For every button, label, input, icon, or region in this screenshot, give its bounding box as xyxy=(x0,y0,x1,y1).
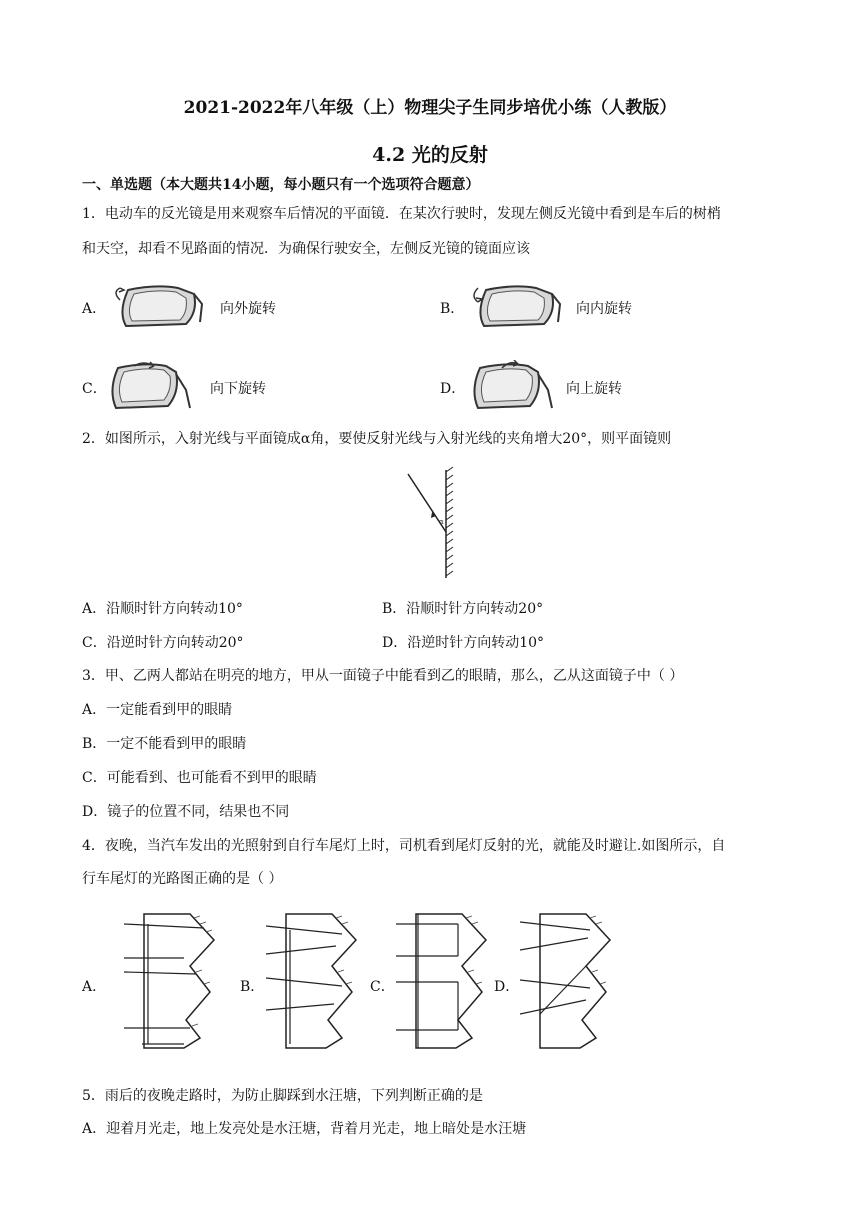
q2-option-d: D．沿逆时针方向转动10° xyxy=(382,635,545,651)
q1-option-d-letter: D． xyxy=(440,381,466,397)
q3-option-b: B．一定不能看到甲的眼睛 xyxy=(82,736,247,752)
lesson-title: 4.2 光的反射 xyxy=(372,144,488,166)
q1-option-b-mirror-image xyxy=(464,282,564,328)
q3-stem: 3．甲、乙两人都站在明亮的地方，甲从一面镜子中能看到乙的眼睛，那么，乙从这面镜子中（ ） xyxy=(82,668,684,684)
q1-option-a-mirror-image xyxy=(106,282,206,328)
q2-option-a: A．沿顺时针方向转动10° xyxy=(82,601,243,617)
q2-angle-label: α xyxy=(439,518,444,526)
q1-option-d-mirror-image xyxy=(466,360,566,412)
q1-option-d-text: 向上旋转 xyxy=(566,381,622,397)
q1-option-a-letter: A． xyxy=(82,301,107,317)
q1-option-b-text: 向内旋转 xyxy=(576,301,632,317)
q4-option-a-light-path-diagram xyxy=(124,910,220,1050)
q4-option-a-letter: A． xyxy=(82,979,107,995)
q3-option-a: A．一定能看到甲的眼睛 xyxy=(82,702,233,718)
q1-option-c-text: 向下旋转 xyxy=(210,381,266,397)
section-heading: 一、单选题（本大题共14小题，每小题只有一个选项符合题意） xyxy=(82,177,480,193)
q1-option-a-text: 向外旋转 xyxy=(220,301,276,317)
q3-option-c: C．可能看到、也可能看不到甲的眼睛 xyxy=(82,770,317,786)
q4-stem-line1: 4．夜晚，当汽车发出的光照射到自行车尾灯上时，司机看到尾灯反射的光，就能及时避让.如图所示，自 xyxy=(82,838,726,854)
q1-stem-line2: 和天空，却看不见路面的情况．为确保行驶安全，左侧反光镜的镜面应该 xyxy=(82,241,530,257)
q4-option-c-letter: C． xyxy=(370,979,395,995)
q4-option-d-letter: D． xyxy=(494,979,520,995)
q5-stem: 5．雨后的夜晚走路时，为防止脚踩到水汪塘，下列判断正确的是 xyxy=(82,1088,483,1104)
q2-stem: 2．如图所示，入射光线与平面镜成α角，要使反射光线与入射光线的夹角增大20°，则平面镜则 xyxy=(82,431,672,447)
q1-stem-line1: 1．电动车的反光镜是用来观察车后情况的平面镜．在某次行驶时，发现左侧反光镜中看到是车后的树梢 xyxy=(82,206,721,222)
q4-option-c-light-path-diagram xyxy=(396,910,492,1050)
q4-option-d-light-path-diagram xyxy=(520,910,616,1050)
q2-option-b: B．沿顺时针方向转动20° xyxy=(382,601,544,617)
q5-option-a: A．迎着月光走，地上发亮处是水汪塘，背着月光走，地上暗处是水汪塘 xyxy=(82,1121,527,1137)
q4-option-b-light-path-diagram xyxy=(266,910,362,1050)
q3-option-d: D．镜子的位置不同，结果也不同 xyxy=(82,804,290,820)
q2-mirror-diagram xyxy=(396,466,466,580)
q2-option-c: C．沿逆时针方向转动20° xyxy=(82,635,244,651)
q1-option-c-letter: C． xyxy=(82,381,107,397)
q4-stem-line2: 行车尾灯的光路图正确的是（ ） xyxy=(82,871,283,887)
q4-option-b-letter: B． xyxy=(240,979,265,995)
q1-option-b-letter: B． xyxy=(440,301,465,317)
document-title: 2021-2022年八年级（上）物理尖子生同步培优小练（人教版） xyxy=(183,98,677,118)
q1-option-c-mirror-image xyxy=(104,360,204,412)
